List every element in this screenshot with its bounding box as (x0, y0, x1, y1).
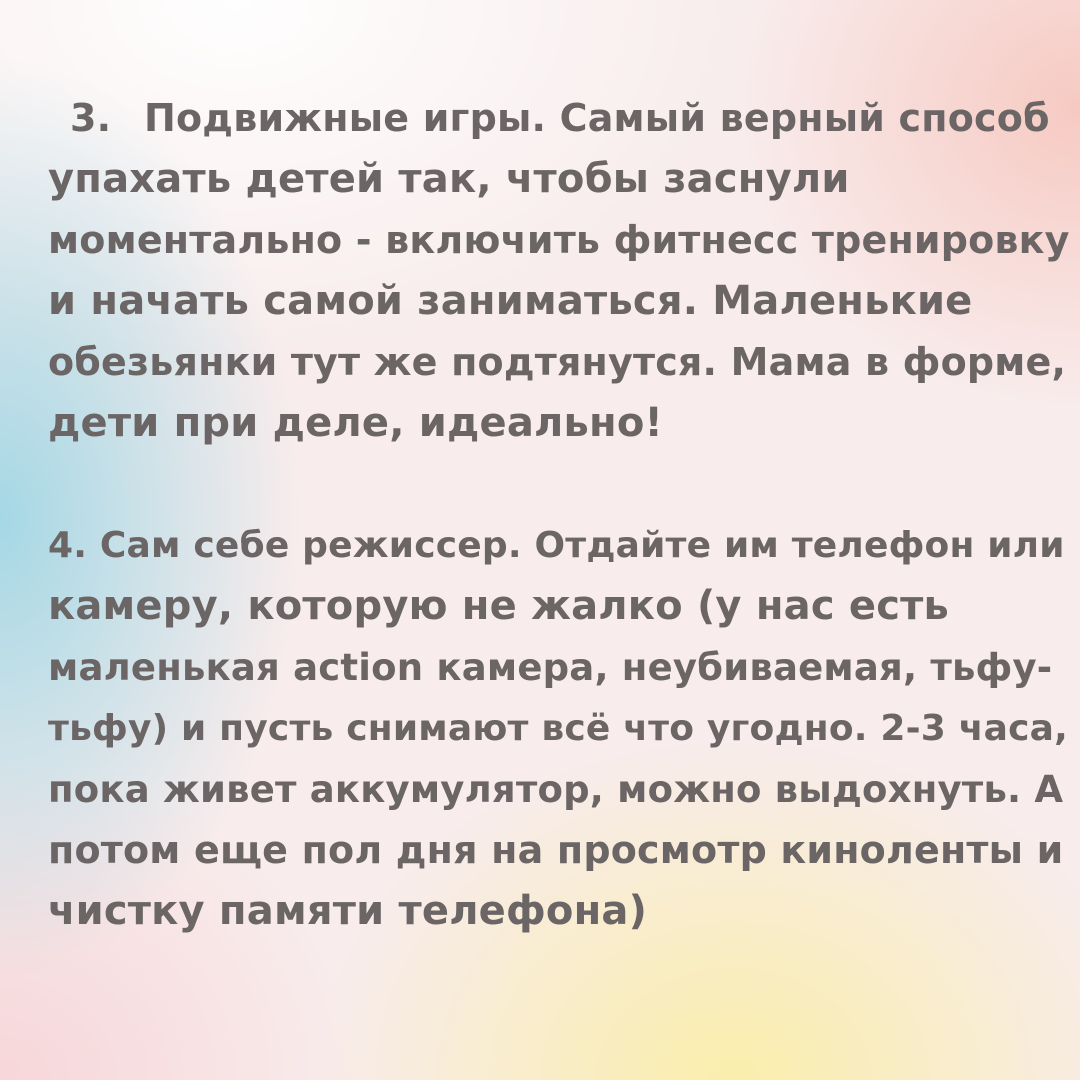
item-line: чистку памяти телефона) (48, 888, 648, 934)
item-line: камеру, которую не жалко (у нас есть (48, 583, 950, 629)
text-content (48, 88, 1068, 942)
item-number: 4. (48, 525, 88, 566)
item-line: потом еще пол дня на просмотр киноленты и (48, 828, 1064, 872)
item-line: дети при деле, идеально! (48, 400, 663, 446)
item-line: маленькая action камера, неубиваемая, тьфу- (48, 646, 1053, 689)
paragraph-spacer (48, 454, 1068, 515)
item-line-text: Сам себе режиссер. Отдайте им телефон или (99, 525, 1065, 566)
item-line: и начать самой заниматься. Маленькие (48, 278, 973, 324)
item-3 (48, 88, 1068, 454)
item-line: моментально - включить фитнесс тренировку (48, 218, 1070, 262)
item-number: 3. (70, 96, 112, 140)
item-line: обезьянки тут же подтянутся. Мама в форме, (48, 340, 1067, 384)
item-line: упахать детей так, чтобы заснули (48, 156, 850, 202)
item-line: тьфу) и пусть снимают всё что угодно. 2-3 часа, (48, 708, 1069, 749)
item-line-text: Подвижные игры. Самый верный способ (144, 96, 1050, 140)
item-line (48, 515, 1068, 576)
item-4 (48, 515, 1068, 942)
item-line: пока живет аккумулятор, можно выдохнуть. А (48, 768, 1064, 811)
item-line (48, 88, 1068, 149)
